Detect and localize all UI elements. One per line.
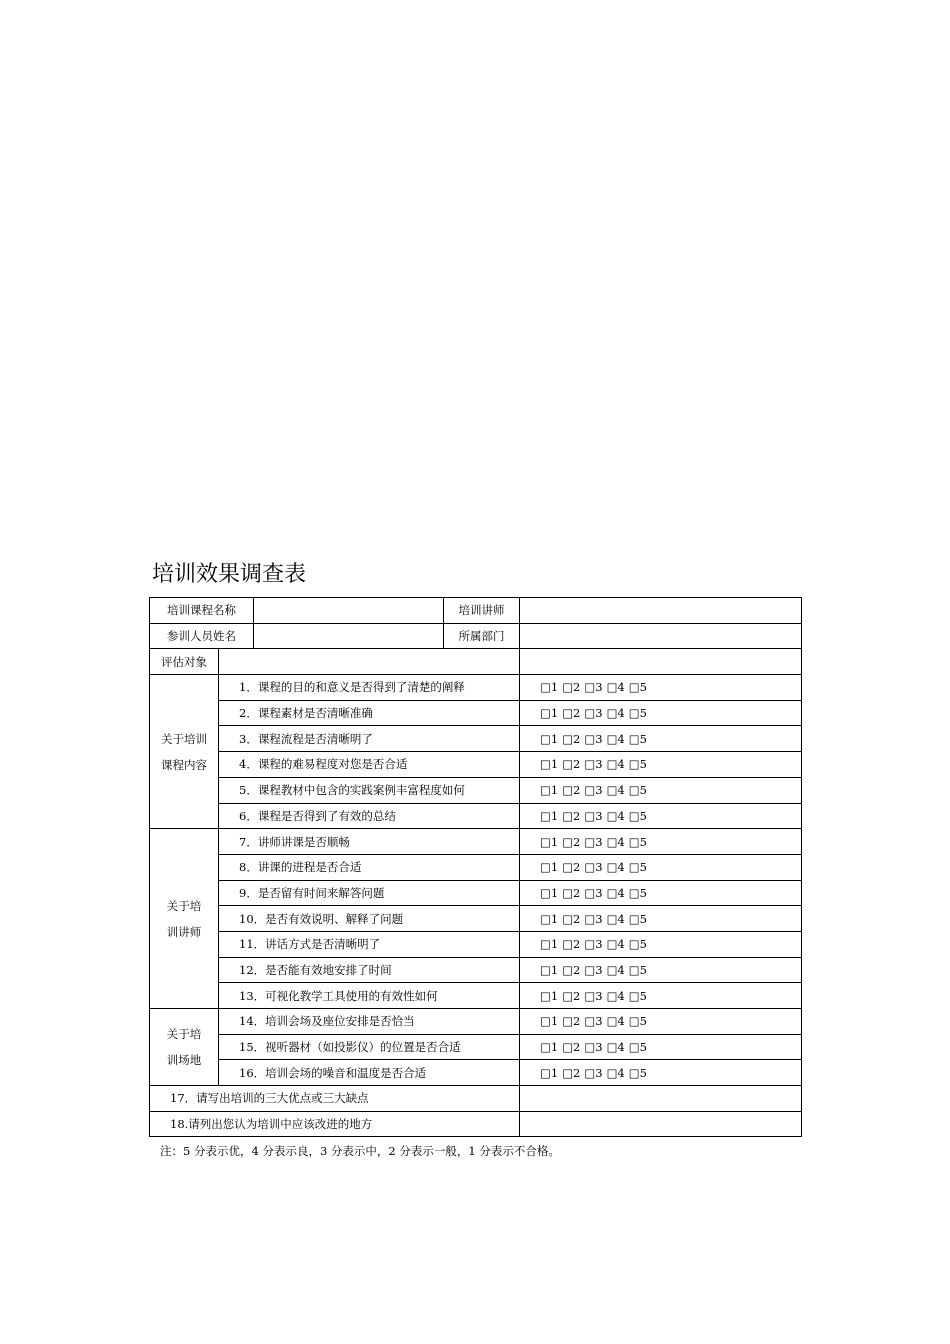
question-text: 15．视听器材（如投影仪）的位置是否合适 [219, 1034, 520, 1060]
page-title: 培训效果调查表 [152, 562, 307, 587]
question-text: 4．课程的难易程度对您是否合适 [219, 752, 520, 778]
rating-checkbox-5[interactable]: □5 [628, 834, 647, 849]
group-label-line1: 关于培 [166, 898, 202, 913]
question-text: 2．课程素材是否清晰准确 [219, 700, 520, 726]
rating-checkbox-2[interactable]: □2 [562, 962, 581, 977]
rating-options [520, 983, 802, 1009]
rating-checkbox-2[interactable]: □2 [562, 988, 581, 1003]
rating-checkbox-1[interactable]: □1 [540, 808, 559, 823]
question-row [150, 931, 802, 957]
rating-checkbox-5[interactable]: □5 [628, 1040, 647, 1055]
rating-checkbox-2[interactable]: □2 [562, 731, 581, 746]
rating-checkbox-3[interactable]: □3 [584, 1040, 603, 1055]
rating-options [520, 854, 802, 880]
rating-checkbox-5[interactable]: □5 [628, 1065, 647, 1080]
question-text: 1．课程的目的和意义是否得到了清楚的阐释 [219, 675, 520, 701]
rating-checkbox-4[interactable]: □4 [606, 911, 625, 926]
rating-checkbox-4[interactable]: □4 [606, 680, 625, 695]
rating-checkbox-4[interactable]: □4 [606, 706, 625, 721]
question-row [150, 829, 802, 855]
rating-checkbox-3[interactable]: □3 [584, 860, 603, 875]
participant-name-label: 参训人员姓名 [150, 623, 254, 649]
question-row [150, 957, 802, 983]
rating-checkbox-2[interactable]: □2 [562, 885, 581, 900]
open-question-label: 17．请写出培训的三大优点或三大缺点 [150, 1086, 520, 1112]
rating-checkbox-4[interactable]: □4 [606, 783, 625, 798]
question-text: 6．课程是否得到了有效的总结 [219, 803, 520, 829]
rating-options [520, 752, 802, 778]
rating-checkbox-5[interactable]: □5 [628, 783, 647, 798]
open-question-row [150, 1111, 802, 1137]
rating-checkbox-4[interactable]: □4 [606, 834, 625, 849]
rating-checkbox-4[interactable]: □4 [606, 1040, 625, 1055]
rating-checkbox-4[interactable]: □4 [606, 962, 625, 977]
rating-options [520, 829, 802, 855]
question-row [150, 675, 802, 701]
rating-checkbox-3[interactable]: □3 [584, 680, 603, 695]
rating-checkbox-3[interactable]: □3 [584, 731, 603, 746]
rating-checkbox-4[interactable]: □4 [606, 1065, 625, 1080]
rating-checkbox-2[interactable]: □2 [562, 706, 581, 721]
rating-checkbox-2[interactable]: □2 [562, 1040, 581, 1055]
rating-checkbox-2[interactable]: □2 [562, 1065, 581, 1080]
group-label [150, 1009, 219, 1086]
rating-checkbox-5[interactable]: □5 [628, 885, 647, 900]
rating-checkbox-1[interactable]: □1 [540, 860, 559, 875]
rating-options [520, 700, 802, 726]
rating-options [520, 880, 802, 906]
rating-checkbox-1[interactable]: □1 [540, 834, 559, 849]
rating-options [520, 726, 802, 752]
rating-checkbox-2[interactable]: □2 [562, 1014, 581, 1029]
rating-options [520, 1009, 802, 1035]
question-text: 5．课程教材中包含的实践案例丰富程度如何 [219, 777, 520, 803]
rating-checkbox-2[interactable]: □2 [562, 860, 581, 875]
question-row [150, 700, 802, 726]
rating-checkbox-5[interactable]: □5 [628, 860, 647, 875]
question-text: 12．是否能有效地安排了时间 [219, 957, 520, 983]
rating-checkbox-3[interactable]: □3 [584, 783, 603, 798]
rating-checkbox-1[interactable]: □1 [540, 937, 559, 952]
rating-checkbox-3[interactable]: □3 [584, 988, 603, 1003]
header-row-course [150, 598, 802, 624]
rating-checkbox-2[interactable]: □2 [562, 937, 581, 952]
rating-checkbox-4[interactable]: □4 [606, 885, 625, 900]
group-label [150, 829, 219, 1009]
eval-target-blank-right [520, 649, 802, 675]
rating-checkbox-5[interactable]: □5 [628, 706, 647, 721]
rating-checkbox-2[interactable]: □2 [562, 834, 581, 849]
question-text: 10．是否有效说明、解释了问题 [219, 906, 520, 932]
question-text: 8．讲课的进程是否合适 [219, 854, 520, 880]
group-label-line2: 训场地 [166, 1053, 202, 1068]
rating-checkbox-5[interactable]: □5 [628, 757, 647, 772]
rating-checkbox-5[interactable]: □5 [628, 988, 647, 1003]
rating-checkbox-2[interactable]: □2 [562, 783, 581, 798]
rating-options [520, 957, 802, 983]
rating-checkbox-3[interactable]: □3 [584, 1065, 603, 1080]
question-text: 3．课程流程是否清晰明了 [219, 726, 520, 752]
rating-options [520, 906, 802, 932]
rating-checkbox-4[interactable]: □4 [606, 988, 625, 1003]
question-row [150, 1009, 802, 1035]
open-question-answer[interactable] [520, 1086, 802, 1112]
rating-checkbox-5[interactable]: □5 [628, 808, 647, 823]
group-label-line1: 关于培 [166, 1027, 202, 1042]
survey-form [149, 597, 801, 1137]
open-question-answer[interactable] [520, 1111, 802, 1137]
rating-checkbox-3[interactable]: □3 [584, 962, 603, 977]
question-row [150, 777, 802, 803]
course-name-field[interactable] [254, 598, 444, 624]
rating-checkbox-1[interactable]: □1 [540, 757, 559, 772]
survey-table [149, 597, 802, 1137]
rating-options [520, 1034, 802, 1060]
rating-checkbox-4[interactable]: □4 [606, 757, 625, 772]
rating-checkbox-3[interactable]: □3 [584, 885, 603, 900]
course-name-label: 培训课程名称 [150, 598, 254, 624]
question-text: 16．培训会场的噪音和温度是否合适 [219, 1060, 520, 1086]
rating-checkbox-3[interactable]: □3 [584, 1014, 603, 1029]
rating-checkbox-5[interactable]: □5 [628, 731, 647, 746]
rating-checkbox-2[interactable]: □2 [562, 757, 581, 772]
question-text: 13．可视化教学工具使用的有效性如何 [219, 983, 520, 1009]
open-question-row [150, 1086, 802, 1112]
question-text: 9．是否留有时间来解答问题 [219, 880, 520, 906]
rating-options [520, 931, 802, 957]
question-row [150, 1060, 802, 1086]
group-label [150, 675, 219, 829]
rating-checkbox-4[interactable]: □4 [606, 731, 625, 746]
question-row [150, 1034, 802, 1060]
rating-checkbox-1[interactable]: □1 [540, 706, 559, 721]
rating-checkbox-1[interactable]: □1 [540, 911, 559, 926]
rating-checkbox-5[interactable]: □5 [628, 1014, 647, 1029]
group-label-line1: 关于培训 [161, 731, 207, 746]
rating-checkbox-3[interactable]: □3 [584, 937, 603, 952]
rating-checkbox-5[interactable]: □5 [628, 962, 647, 977]
question-text: 11．讲话方式是否清晰明了 [219, 931, 520, 957]
rating-note: 注：5 分表示优，4 分表示良，3 分表示中，2 分表示一般，1 分表示不合格。 [160, 1144, 560, 1158]
rating-checkbox-1[interactable]: □1 [540, 1014, 559, 1029]
question-text: 7．讲师讲课是否顺畅 [219, 829, 520, 855]
rating-options [520, 675, 802, 701]
rating-checkbox-1[interactable]: □1 [540, 680, 559, 695]
question-text: 14．培训会场及座位安排是否恰当 [219, 1009, 520, 1035]
department-field[interactable] [520, 623, 802, 649]
rating-checkbox-4[interactable]: □4 [606, 860, 625, 875]
rating-checkbox-1[interactable]: □1 [540, 988, 559, 1003]
question-row [150, 726, 802, 752]
rating-options [520, 777, 802, 803]
rating-checkbox-3[interactable]: □3 [584, 706, 603, 721]
instructor-field[interactable] [520, 598, 802, 624]
open-question-label: 18.请列出您认为培训中应该改进的地方 [150, 1111, 520, 1137]
rating-checkbox-2[interactable]: □2 [562, 808, 581, 823]
rating-checkbox-4[interactable]: □4 [606, 937, 625, 952]
department-label: 所属部门 [444, 623, 520, 649]
rating-checkbox-3[interactable]: □3 [584, 911, 603, 926]
rating-checkbox-5[interactable]: □5 [628, 937, 647, 952]
rating-options [520, 803, 802, 829]
eval-target-row [150, 649, 802, 675]
rating-checkbox-3[interactable]: □3 [584, 834, 603, 849]
rating-checkbox-4[interactable]: □4 [606, 1014, 625, 1029]
eval-target-label: 评估对象 [150, 649, 219, 675]
rating-checkbox-1[interactable]: □1 [540, 962, 559, 977]
rating-checkbox-1[interactable]: □1 [540, 1040, 559, 1055]
rating-checkbox-5[interactable]: □5 [628, 911, 647, 926]
group-label-line2: 训讲师 [166, 924, 202, 939]
instructor-label: 培训讲师 [444, 598, 520, 624]
question-row [150, 803, 802, 829]
rating-checkbox-2[interactable]: □2 [562, 680, 581, 695]
question-row [150, 983, 802, 1009]
rating-checkbox-3[interactable]: □3 [584, 808, 603, 823]
rating-checkbox-3[interactable]: □3 [584, 757, 603, 772]
question-row [150, 854, 802, 880]
rating-checkbox-5[interactable]: □5 [628, 680, 647, 695]
rating-checkbox-1[interactable]: □1 [540, 1065, 559, 1080]
rating-checkbox-1[interactable]: □1 [540, 783, 559, 798]
rating-checkbox-2[interactable]: □2 [562, 911, 581, 926]
rating-checkbox-1[interactable]: □1 [540, 731, 559, 746]
question-row [150, 752, 802, 778]
question-row [150, 906, 802, 932]
participant-name-field[interactable] [254, 623, 444, 649]
eval-target-blank [219, 649, 520, 675]
group-label-line2: 课程内容 [161, 757, 207, 772]
rating-checkbox-1[interactable]: □1 [540, 885, 559, 900]
header-row-participant [150, 623, 802, 649]
rating-options [520, 1060, 802, 1086]
question-row [150, 880, 802, 906]
rating-checkbox-4[interactable]: □4 [606, 808, 625, 823]
